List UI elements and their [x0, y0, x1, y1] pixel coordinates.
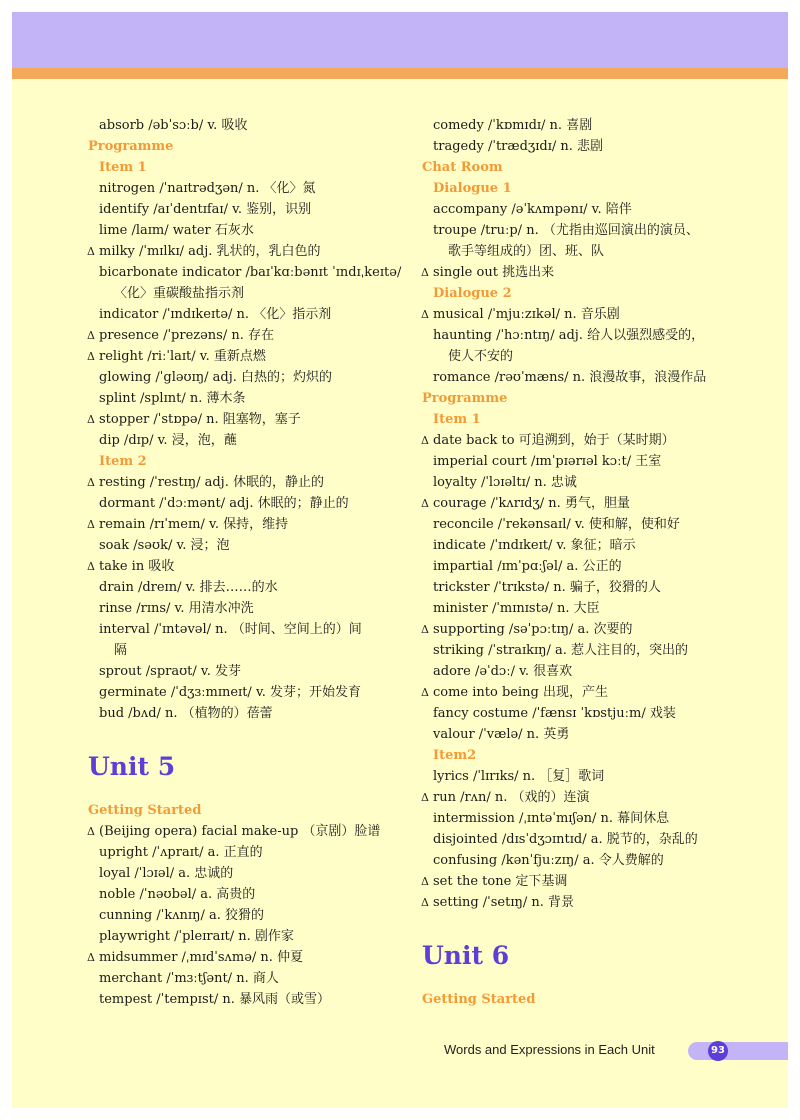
- vocab-entry: [88, 115, 402, 136]
- entry-text: romance /rəʊˈmæns/ n. 浪漫故事，浪漫作品: [433, 370, 707, 385]
- vocab-entry: [422, 493, 752, 514]
- vocab-entry: [88, 367, 402, 388]
- vocab-entry: [422, 304, 752, 325]
- entry-text: noble /ˈnəʊbəl/ a. 高贵的: [99, 887, 256, 902]
- entry-text: splint /splɪnt/ n. 薄木条: [99, 391, 246, 406]
- vocab-entry: [422, 325, 752, 346]
- vocab-entry: [88, 409, 402, 430]
- entry-text: midsummer /ˌmɪdˈsʌmə/ n. 仲夏: [99, 950, 304, 965]
- entry-text: absorb /əbˈsɔːb/ v. 吸收: [99, 118, 248, 133]
- vocab-entry: [88, 989, 402, 1010]
- vocab-entry: [88, 619, 402, 640]
- vocab-entry: [88, 863, 402, 884]
- entry-text: impartial /ɪmˈpɑːʃəl/ a. 公正的: [433, 559, 622, 574]
- vocab-entry: [88, 661, 402, 682]
- vocab-entry: [422, 199, 752, 220]
- entry-text: relight /riːˈlaɪt/ v. 重新点燃: [99, 349, 266, 364]
- vocab-entry: [422, 850, 752, 871]
- entry-text: setting /ˈsetɪŋ/ n. 背景: [433, 895, 575, 910]
- vocab-entry: [422, 430, 752, 451]
- vocab-entry: [88, 947, 402, 968]
- key-word-marker: Δ: [421, 875, 429, 888]
- vocab-entry: [88, 682, 402, 703]
- key-word-marker: Δ: [87, 350, 95, 363]
- entry-text: striking /ˈstraɪkɪŋ/ a. 惹人注目的，突出的: [433, 643, 689, 658]
- entry-text: adore /əˈdɔː/ v. 很喜欢: [433, 664, 573, 679]
- entry-text: drain /dreɪn/ v. 排去……的水: [99, 580, 278, 595]
- entry-text: reconcile /ˈrekənsaɪl/ v. 使和解，使和好: [433, 517, 680, 532]
- vocab-entry: [88, 514, 402, 535]
- vocab-entry: [88, 199, 402, 220]
- entry-text: bicarbonate indicator /baɪˈkɑːbənɪt ˈɪndɪˌkeɪtə/: [99, 265, 402, 280]
- vocab-entry: [422, 451, 752, 472]
- key-word-marker: Δ: [87, 329, 95, 342]
- key-word-marker: Δ: [421, 434, 429, 447]
- entry-continuation: [88, 283, 402, 304]
- vocab-entry: [88, 703, 402, 724]
- vocab-entry: [422, 703, 752, 724]
- spacer: [88, 788, 402, 800]
- vocab-entry: [422, 724, 752, 745]
- key-word-marker: Δ: [421, 791, 429, 804]
- entry-text: stopper /ˈstɒpə/ n. 阻塞物，塞子: [99, 412, 301, 427]
- entry-text: playwright /ˈpleɪraɪt/ n. 剧作家: [99, 929, 294, 944]
- entry-text: germinate /ˈdʒɜːmɪneɪt/ v. 发芽；开始发育: [99, 685, 362, 700]
- entry-text: presence /ˈprezəns/ n. 存在: [99, 328, 274, 343]
- spacer: [422, 913, 752, 935]
- entry-text: bud /bʌd/ n. （植物的）蓓蕾: [99, 706, 273, 721]
- entry-continuation: [88, 640, 402, 661]
- vocab-entry: [422, 472, 752, 493]
- vocab-entry: [88, 968, 402, 989]
- entry-text: run /rʌn/ n. （戏的）连演: [433, 790, 590, 805]
- section-heading: Getting Started: [422, 992, 536, 1007]
- vocab-entry: [422, 619, 752, 640]
- key-word-marker: Δ: [87, 413, 95, 426]
- entry-continuation: [422, 346, 752, 367]
- entry-text: nitrogen /ˈnaɪtrədʒən/ n. 〈化〉氮: [99, 181, 316, 196]
- key-word-marker: Δ: [421, 623, 429, 636]
- entry-text: date back to 可追溯到，始于（某时期）: [433, 433, 675, 448]
- entry-text: valour /ˈvælə/ n. 英勇: [433, 727, 570, 742]
- entry-text: lime /laɪm/ water 石灰水: [99, 223, 254, 238]
- vocab-entry: [88, 178, 402, 199]
- vocab-entry: [88, 241, 402, 262]
- vocab-entry: [88, 577, 402, 598]
- entry-text: take in 吸收: [99, 559, 175, 574]
- key-word-marker: Δ: [421, 686, 429, 699]
- entry-text: cunning /ˈkʌnɪŋ/ a. 狡猾的: [99, 908, 264, 923]
- entry-text: musical /ˈmjuːzɪkəl/ n. 音乐剧: [433, 307, 620, 322]
- vocab-entry: [88, 304, 402, 325]
- vocab-entry: [88, 884, 402, 905]
- unit-title: Unit 5: [88, 752, 176, 781]
- subsection-heading: Item 1: [99, 160, 147, 175]
- subsection-heading: Item 2: [99, 454, 147, 469]
- vocab-entry: [422, 556, 752, 577]
- entry-text: set the tone 定下基调: [433, 874, 568, 889]
- key-word-marker: Δ: [87, 825, 95, 838]
- entry-text: upright /ˈʌpraɪt/ a. 正直的: [99, 845, 263, 860]
- entry-text: fancy costume /ˈfænsɪ ˈkɒstjuːm/ 戏装: [433, 706, 676, 721]
- entry-text: sprout /spraʊt/ v. 发芽: [99, 664, 241, 679]
- entry-text: intermission /ˌɪntəˈmɪʃən/ n. 幕间休息: [433, 811, 670, 826]
- vocab-entry: [422, 808, 752, 829]
- vocab-entry: [422, 136, 752, 157]
- vocab-entry: [422, 871, 752, 892]
- header-band: [12, 12, 788, 68]
- header-stripe: [12, 68, 788, 79]
- vocab-entry: [88, 598, 402, 619]
- key-word-marker: Δ: [87, 245, 95, 258]
- entry-text: supporting /səˈpɔːtɪŋ/ a. 次要的: [433, 622, 633, 637]
- entry-text: imperial court /ɪmˈpɪərɪəl kɔːt/ 王室: [433, 454, 662, 469]
- section-heading: Programme: [422, 391, 508, 406]
- vocab-entry: [88, 346, 402, 367]
- entry-text: accompany /əˈkʌmpənɪ/ v. 陪伴: [433, 202, 632, 217]
- vocab-entry: [422, 682, 752, 703]
- vocab-entry: [88, 220, 402, 241]
- unit-title: Unit 6: [422, 941, 510, 970]
- entry-text: 〈化〉重碳酸盐指示剂: [114, 286, 245, 301]
- spacer: [88, 724, 402, 746]
- right-column: [422, 115, 752, 1010]
- page-number-tab: [688, 1042, 788, 1060]
- entry-text: milky /ˈmɪlkɪ/ adj. 乳状的，乳白色的: [99, 244, 321, 259]
- vocab-entry: [422, 787, 752, 808]
- vocab-entry: [88, 535, 402, 556]
- vocab-entry: [88, 325, 402, 346]
- entry-text: 隔: [114, 643, 128, 658]
- vocab-entry: [422, 661, 752, 682]
- vocab-entry: [88, 493, 402, 514]
- vocab-entry: [88, 926, 402, 947]
- entry-text: trickster /ˈtrɪkstə/ n. 骗子，狡猾的人: [433, 580, 661, 595]
- vocab-entry: [422, 367, 752, 388]
- subsection-heading: Item2: [433, 748, 477, 763]
- page-number: 93: [708, 1041, 728, 1061]
- vocab-entry: [422, 535, 752, 556]
- entry-text: lyrics /ˈlɪrɪks/ n. ［复］歌词: [433, 769, 605, 784]
- section-heading: Getting Started: [88, 803, 202, 818]
- vocab-entry: [422, 892, 752, 913]
- entry-text: (Beijing opera) facial make-up （京剧）脸谱: [99, 824, 381, 839]
- entry-text: remain /rɪˈmeɪn/ v. 保持，维持: [99, 517, 289, 532]
- entry-text: tempest /ˈtempɪst/ n. 暴风雨（或雪）: [99, 992, 331, 1007]
- subsection-heading: Dialogue 2: [433, 286, 512, 301]
- vocab-entry: [88, 388, 402, 409]
- entry-text: disjointed /dɪsˈdʒɔɪntɪd/ a. 脱节的，杂乱的: [433, 832, 698, 847]
- vocab-entry: [422, 220, 752, 241]
- entry-text: single out 挑选出来: [433, 265, 555, 280]
- textbook-page: [12, 12, 788, 1108]
- vocab-entry: [88, 842, 402, 863]
- vocab-entry: [422, 514, 752, 535]
- entry-text: haunting /ˈhɔːntɪŋ/ adj. 给人以强烈感受的，: [433, 328, 705, 343]
- entry-text: identify /aɪˈdentɪfaɪ/ v. 鉴别，识别: [99, 202, 312, 217]
- section-heading: Chat Room: [422, 160, 503, 175]
- section-heading: Programme: [88, 139, 174, 154]
- key-word-marker: Δ: [87, 476, 95, 489]
- subsection-heading: Dialogue 1: [433, 181, 512, 196]
- key-word-marker: Δ: [421, 497, 429, 510]
- entry-text: dip /dɪp/ v. 浸，泡，蘸: [99, 433, 237, 448]
- entry-text: come into being 出现，产生: [433, 685, 608, 700]
- entry-text: troupe /truːp/ n. （尤指由巡回演出的演员、: [433, 223, 699, 238]
- vocab-entry: [422, 829, 752, 850]
- entry-text: glowing /ˈgləʊɪŋ/ adj. 白热的；灼炽的: [99, 370, 333, 385]
- key-word-marker: Δ: [421, 266, 429, 279]
- entry-text: rinse /rɪns/ v. 用清水冲洗: [99, 601, 254, 616]
- vocab-entry: [422, 577, 752, 598]
- entry-text: loyal /ˈlɔɪəl/ a. 忠诚的: [99, 866, 234, 881]
- entry-text: indicator /ˈɪndɪkeɪtə/ n. 〈化〉指示剂: [99, 307, 332, 322]
- key-word-marker: Δ: [87, 560, 95, 573]
- entry-continuation: [422, 241, 752, 262]
- vocab-entry: [88, 905, 402, 926]
- vocab-entry: [422, 766, 752, 787]
- vocab-entry: [88, 262, 402, 283]
- vocab-entry: [88, 430, 402, 451]
- entry-text: resting /ˈrestɪŋ/ adj. 休眠的，静止的: [99, 475, 324, 490]
- entry-text: merchant /ˈmɜːtʃənt/ n. 商人: [99, 971, 279, 986]
- vocab-entry: [422, 640, 752, 661]
- entry-text: dormant /ˈdɔːmənt/ adj. 休眠的；静止的: [99, 496, 349, 511]
- key-word-marker: Δ: [421, 308, 429, 321]
- vocab-entry: [422, 115, 752, 136]
- key-word-marker: Δ: [87, 951, 95, 964]
- entry-text: minister /ˈmɪnɪstə/ n. 大臣: [433, 601, 600, 616]
- entry-text: indicate /ˈɪndɪkeɪt/ v. 象征；暗示: [433, 538, 636, 553]
- entry-text: 歌手等组成的）团、班、队: [448, 244, 605, 259]
- vocab-entry: [422, 598, 752, 619]
- vocab-entry: [88, 472, 402, 493]
- entry-text: comedy /ˈkɒmɪdɪ/ n. 喜剧: [433, 118, 593, 133]
- spacer: [422, 977, 752, 989]
- vocab-entry: [88, 556, 402, 577]
- entry-text: loyalty /ˈlɔɪəltɪ/ n. 忠诚: [433, 475, 577, 490]
- subsection-heading: Item 1: [433, 412, 481, 427]
- entry-text: courage /ˈkʌrɪdʒ/ n. 勇气，胆量: [433, 496, 630, 511]
- vocab-entry: [88, 821, 402, 842]
- entry-text: confusing /kənˈfjuːzɪŋ/ a. 令人费解的: [433, 853, 664, 868]
- entry-text: interval /ˈɪntəvəl/ n. （时间、空间上的）间: [99, 622, 362, 637]
- left-column: [88, 115, 402, 1010]
- key-word-marker: Δ: [421, 896, 429, 909]
- footer-title: Words and Expressions in Each Unit: [444, 1042, 655, 1057]
- key-word-marker: Δ: [87, 518, 95, 531]
- entry-text: 使人不安的: [448, 349, 514, 364]
- entry-text: soak /səʊk/ v. 浸；泡: [99, 538, 230, 553]
- vocab-entry: [422, 262, 752, 283]
- entry-text: tragedy /ˈtrædʒɪdɪ/ n. 悲剧: [433, 139, 604, 154]
